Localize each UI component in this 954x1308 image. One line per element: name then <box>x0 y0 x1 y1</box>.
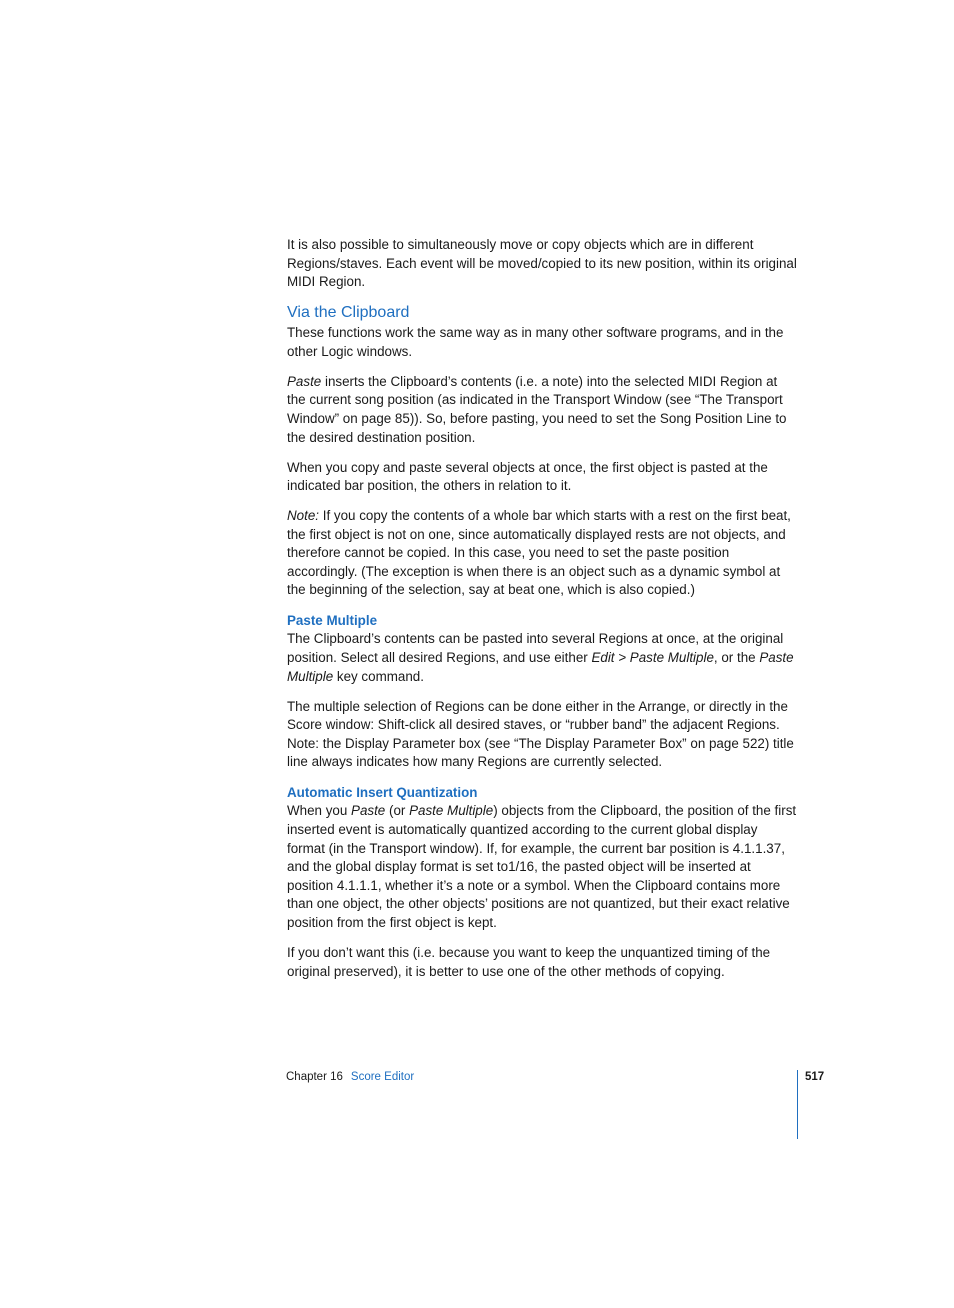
paste-term-2: Paste <box>351 803 386 819</box>
subheading-paste-multiple: Paste Multiple <box>287 613 378 629</box>
footer-chapter <box>286 1069 414 1085</box>
auto-quant-paragraph-2: If you don’t want this (i.e. because you want to keep the unquantized timing of the original preserved), it is better to use one of the other methods of copying. <box>287 944 771 979</box>
clipboard-note <box>287 507 799 600</box>
subheading-auto-insert-quantization: Automatic Insert Quantization <box>287 785 478 801</box>
auto-quant-text-c: ) objects from the Clipboard, the position of the first inserted event is automatically quantized according to the current global display format (in the Transport window). If, for example, the current bar position is 4.1.1.37, and the global display format is set to1/16, the pasted object will be inserted at position 4.1.1.1, whether it’s a note or a symbol. When the Clipboard contains more than one object, the other objects’ positions are not quantized, but their exact relative position from the first object is kept. <box>287 803 797 930</box>
auto-quant-text-a: When you <box>287 803 352 819</box>
auto-quant-text-b: (or <box>385 803 410 819</box>
footer-chapter-label: Chapter 16 <box>286 1071 343 1083</box>
page-body <box>287 236 799 993</box>
footer-chapter-title: Score Editor <box>350 1071 415 1083</box>
paste-multiple-term-2: Paste Multiple <box>409 803 494 819</box>
paste-multiple-text-a: The Clipboard’s contents can be pasted into several Regions at once, at the original position. Select all desired Regions, and use either <box>287 631 784 666</box>
paste-description: inserts the Clipboard’s contents (i.e. a note) into the selected MIDI Region at the current song position (as indicated in the Transport Window (see “The Transport Window” on page 85)). So, before pasting, you need to set the Song Position Line to the desired destination position. <box>287 373 787 445</box>
section-heading-via-clipboard: Via the Clipboard <box>287 304 410 322</box>
paste-multiple-text-b: , or the <box>713 650 760 666</box>
menu-path-term: Edit > Paste Multiple <box>591 650 714 666</box>
clipboard-paragraph-3: When you copy and paste several objects at once, the first object is pasted at the indicated bar position, the others in relation to it. <box>287 459 768 494</box>
note-text: If you copy the contents of a whole bar which starts with a rest on the first beat, the first object is not on one, since automatically displayed rests are not objects, and therefore cannot be copied. In this case, you need to set the paste position accordingly. (The exception is when there is an object such as a dynamic symbol at the beginning of the selection, say at beat one, which is also copied.) <box>287 508 791 598</box>
auto-quant-paragraph-1 <box>287 802 799 932</box>
paste-term: Paste <box>287 373 322 389</box>
intro-paragraph: It is also possible to simultaneously move or copy objects which are in different Regions/staves. Each event will be moved/copied to its new position, within its original MIDI Region. <box>287 237 797 290</box>
footer-divider <box>797 1070 798 1139</box>
paste-multiple-paragraph-1 <box>287 630 799 686</box>
paste-multiple-text-c: key command. <box>333 668 424 684</box>
clipboard-paragraph-1: These functions work the same way as in many other software programs, and in the other Logic windows. <box>287 325 784 359</box>
note-label: Note: <box>287 508 320 524</box>
page-number: 517 <box>805 1071 825 1083</box>
clipboard-paragraph-paste <box>287 373 799 447</box>
paste-multiple-term: Paste Multiple <box>287 650 794 684</box>
paste-multiple-paragraph-2: The multiple selection of Regions can be done either in the Arrange, or directly in the Score window: Shift-click all desired staves, or “rubber band” the adjacent Regions. Note: the Display Parameter box (see “The Display Parameter Box” on page 522) title line always indicates how many Regions are currently selected. <box>287 698 794 770</box>
